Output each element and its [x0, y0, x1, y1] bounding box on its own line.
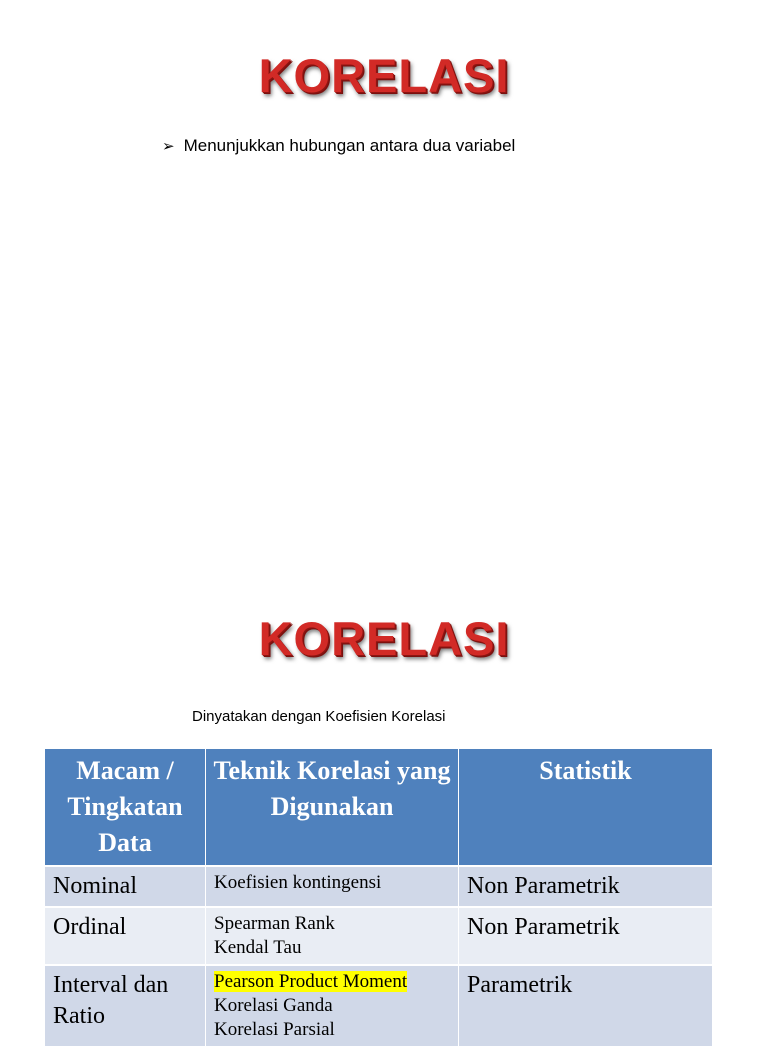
header-statistic: Statistik — [459, 749, 713, 866]
cell-technique — [206, 907, 459, 965]
slide-2 — [0, 560, 768, 1040]
cell-statistic: Non Parametrik — [459, 907, 713, 965]
table-row — [45, 866, 712, 907]
slide-2-subtitle: Dinyatakan dengan Koefisien Korelasi — [192, 708, 446, 725]
highlighted-technique: Pearson Product Moment — [214, 971, 408, 992]
bullet-text: Menunjukkan hubungan antara dua variabel — [183, 136, 516, 155]
technique-item — [214, 970, 450, 994]
cell-statistic: Parametrik — [459, 965, 713, 1046]
cell-technique — [206, 866, 459, 907]
header-technique: Teknik Korelasi yang Digunakan — [206, 749, 459, 866]
technique-item: Korelasi Ganda — [214, 995, 333, 1016]
table-row — [45, 965, 712, 1046]
bullet-item — [162, 136, 515, 156]
cell-data-level: Interval dan Ratio — [45, 965, 206, 1046]
cell-data-level: Ordinal — [45, 907, 206, 965]
cell-statistic: Non Parametrik — [459, 866, 713, 907]
slide-2-title: KORELASI — [258, 612, 510, 665]
technique-item: Koefisien kontingensi — [214, 872, 382, 893]
technique-item: Spearman Rank — [214, 913, 335, 934]
cell-technique — [206, 965, 459, 1046]
technique-item: Kendal Tau — [214, 937, 302, 958]
header-data-level: Macam / Tingkatan Data — [45, 749, 206, 866]
table-row — [45, 907, 712, 965]
cell-data-level: Nominal — [45, 866, 206, 907]
slide-1-title: KORELASI — [258, 49, 510, 102]
arrow-bullet-icon: ➢ — [162, 138, 175, 155]
correlation-table — [45, 749, 712, 1046]
technique-item: Korelasi Parsial — [214, 1019, 335, 1040]
table-header-row — [45, 749, 712, 866]
